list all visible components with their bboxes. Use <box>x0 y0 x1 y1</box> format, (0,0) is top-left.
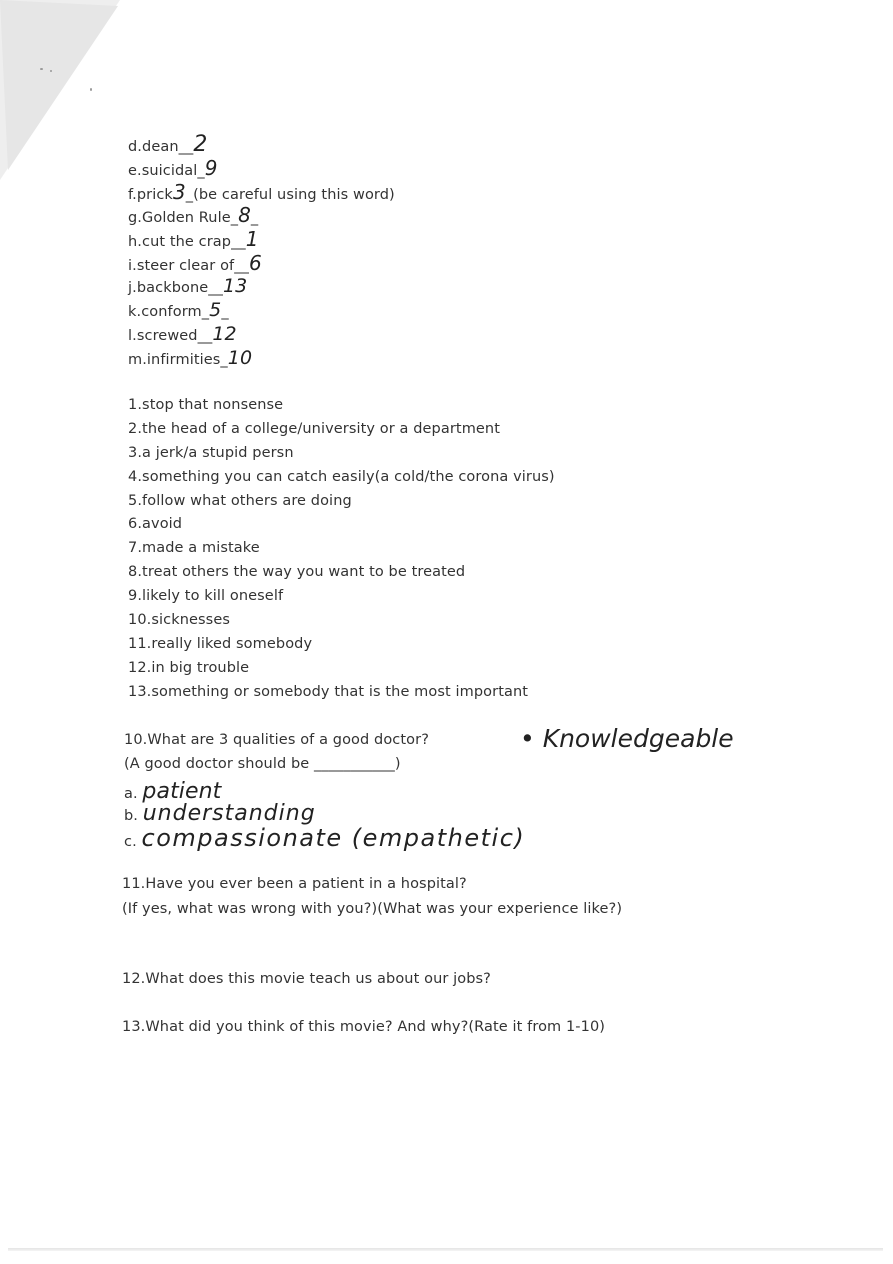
definition-item: 10.sicknesses <box>128 612 231 628</box>
match-item-h: h.cut the crap__1 <box>128 227 259 251</box>
answer-label: c. <box>124 834 137 850</box>
answer-c <box>124 824 525 852</box>
handwritten-extra-answer: • Knowledgeable <box>520 724 734 753</box>
match-item-l: l.screwed__12 <box>128 323 237 345</box>
handwritten-answer: 2 <box>193 132 208 157</box>
definition-item: 11.really liked somebody <box>128 636 313 652</box>
question-11: 11.Have you ever been a patient in a hospital? <box>122 876 467 892</box>
match-item-m: m.infirmities_10 <box>128 347 253 369</box>
scan-speck <box>50 70 52 72</box>
definition-item: 3.a jerk/a stupid persn <box>128 445 294 461</box>
scan-speck <box>90 88 92 91</box>
handwritten-answer: 8 <box>238 203 251 227</box>
match-item-j: j.backbone__13 <box>128 275 248 297</box>
page-bottom-edge <box>8 1248 883 1251</box>
match-item-e: e.suicidal_9 <box>128 156 218 180</box>
definition-item: 5.follow what others are doing <box>128 493 352 509</box>
match-item-f: f.prick3_(be careful using this word) <box>128 180 395 204</box>
scan-speck <box>40 68 43 70</box>
definition-item: 8.treat others the way you want to be treated <box>128 564 466 580</box>
definition-item: 13.something or somebody that is the most important <box>128 684 529 700</box>
handwritten-answer: compassionate (empathetic) <box>141 824 526 852</box>
definition-item: 7.made a mistake <box>128 540 260 556</box>
question-10: 10.What are 3 qualities of a good doctor? <box>124 732 429 748</box>
definition-item: 12.in big trouble <box>128 660 250 676</box>
handwritten-answer: patient <box>142 779 222 804</box>
handwritten-answer: 3 <box>172 180 186 204</box>
answer-label: a. <box>124 786 138 802</box>
definition-item: 1.stop that nonsense <box>128 397 284 413</box>
question-10-prompt: (A good doctor should be ___________) <box>124 756 401 772</box>
handwritten-answer: 6 <box>248 251 262 275</box>
match-item-i: i.steer clear of__6 <box>128 251 262 275</box>
handwritten-answer: 13 <box>222 275 248 297</box>
handwritten-answer: 1 <box>245 227 259 251</box>
definition-item: 4.something you can catch easily(a cold/the corona virus) <box>128 469 555 485</box>
question-11-sub: (If yes, what was wrong with you?)(What was your experience like?) <box>122 901 623 917</box>
match-item-d: d.dean__2 <box>128 132 208 157</box>
handwritten-answer: 9 <box>204 156 218 180</box>
match-item-g: g.Golden Rule_8_ <box>128 203 259 227</box>
handwritten-answer: 12 <box>212 323 237 345</box>
folded-corner-shadow <box>0 0 125 180</box>
match-item-k: k.conform_5_ <box>128 299 229 321</box>
definition-item: 6.avoid <box>128 516 183 532</box>
answer-b <box>124 801 316 826</box>
handwritten-answer: 5 <box>209 299 222 321</box>
answer-label: b. <box>124 808 139 824</box>
handwritten-answer: 10 <box>227 347 253 369</box>
handwritten-answer: understanding <box>142 801 316 826</box>
definition-item: 2.the head of a college/university or a department <box>128 421 501 437</box>
question-12: 12.What does this movie teach us about our jobs? <box>122 971 491 987</box>
definition-item: 9.likely to kill oneself <box>128 588 284 604</box>
question-13: 13.What did you think of this movie? And why?(Rate it from 1-10) <box>122 1019 606 1035</box>
